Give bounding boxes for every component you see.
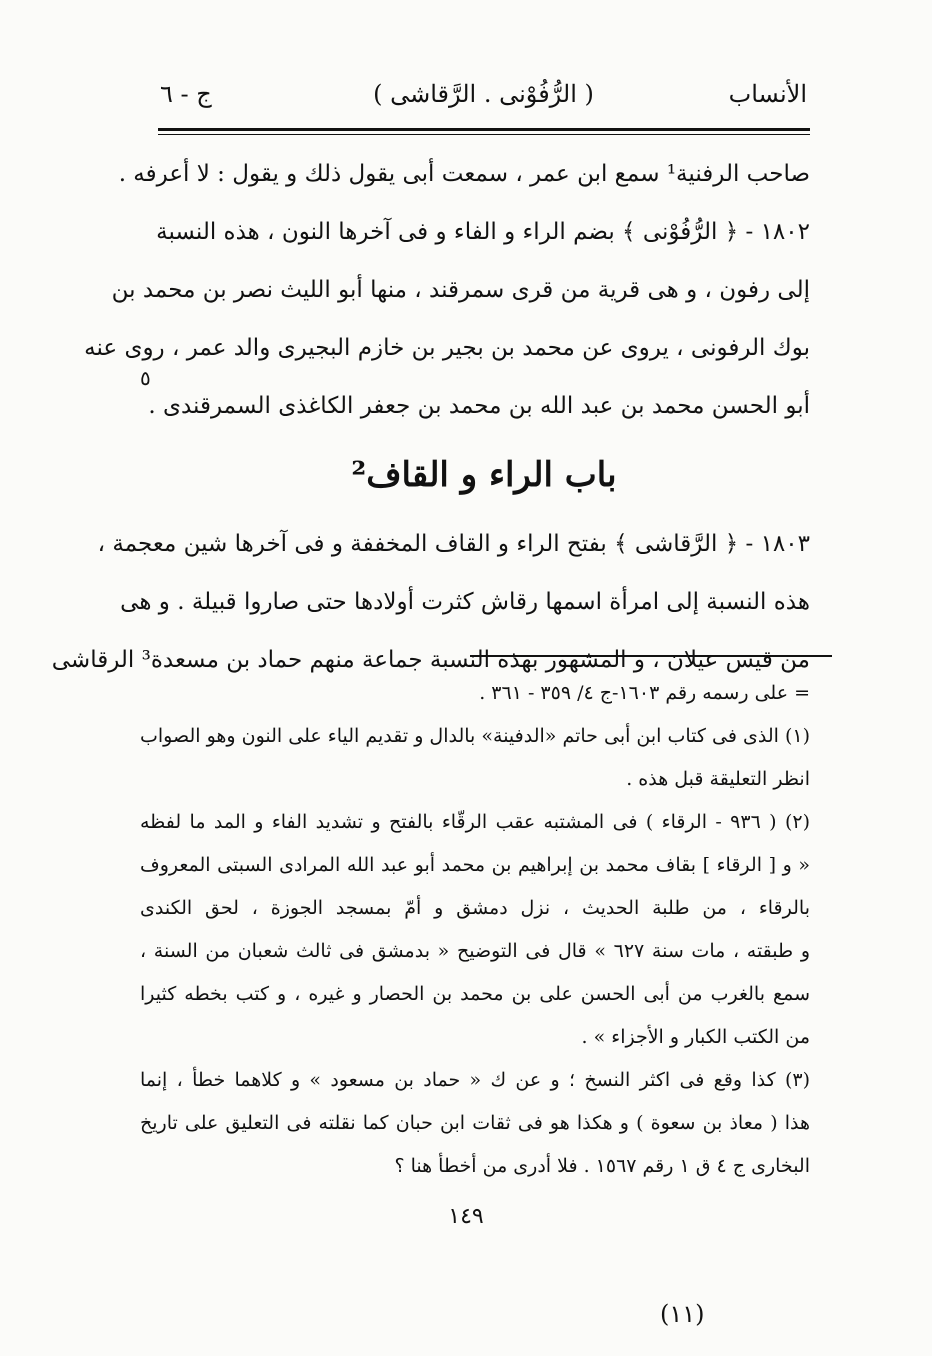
main-text (51, 145, 810, 689)
footnote-line: هذا ( معاذ بن سعوة ) و هكذا هو فى ثقات ابن حبان كما نقلته فى التعليق على تاريخ (140, 1112, 810, 1134)
header-page-topic: ( الرُّفُوْنى . الرَّقاشى ) (373, 80, 594, 108)
text-line: بوك الرفونى ، يروى عن محمد بن بجير بن خازم البجيرى والد عمر ، روى عنه (84, 335, 810, 361)
text-line: أبو الحسن محمد بن عبد الله بن محمد بن جعفر الكاغذى السمرقندى . (148, 393, 810, 419)
text-line: ١٨٠٢ - ﴿ الرُّفُوْنى ﴾ بضم الراء و الفاء و فى آخرها النون ، هذه النسبة (156, 219, 810, 245)
footnote-line: = على رسمه رقم ١٦٠٣-ج ٤/ ٣٥٩ - ٣٦١ . (479, 682, 810, 704)
page-number: ١٤٩ (448, 1204, 484, 1229)
text-line: من قيس عيلان ، و المشهور بهذه النسبة جماعة منهم حماد بن مسعدة³ الرقاشى (51, 647, 810, 673)
footnote-line: (٢) ( ٩٣٦ - الرقاء ) فى المشتبه عقب الرقّاء بالفتح و تشديد الفاء و المد ما لفظه (140, 811, 811, 833)
header-book-title: الأنساب (728, 80, 807, 108)
footnote-line: من الكتب الكبار و الأجزاء » . (581, 1026, 810, 1048)
footnotes (140, 672, 810, 1188)
header-rule-thin (158, 134, 810, 135)
footnote-line: البخارى ج ٤ ق ١ رقم ١٥٦٧ . فلا أدرى من أخطأ هنا ؟ (394, 1155, 810, 1177)
footnote-line: سمع بالغرب من أبى الحسن على بن محمد بن الحصار و غيره ، و كتب بخطه كثيرا (140, 983, 810, 1005)
footnote-line: (٣) كذا وقع فى اكثر النسخ ؛ و عن ك « حماد بن مسعود » و كلاهما خطأ ، إنما (140, 1069, 810, 1091)
footnote-rule (470, 655, 832, 657)
footnote-line: و طبقته ، مات سنة ٦٢٧ » قال فى التوضيح « بدمشق فى ثالث شعبان من السنة ، (140, 940, 811, 962)
footnote-line: بالرقاء ، من طلبة الحديث ، نزل دمشق و أمّ بمسجد الجوزة ، لحق الكندى (140, 897, 810, 919)
signature-number: (١١) (660, 1300, 705, 1328)
header-volume: ج - ٦ (160, 80, 212, 108)
running-header (160, 80, 807, 120)
line-margin-number: ٥ (140, 366, 151, 390)
header-rule (158, 128, 810, 131)
text-line: هذه النسبة إلى امرأة اسمها رقاش كثرت أولادها حتى صاروا قبيلة . و هى (120, 589, 810, 615)
text-line: ١٨٠٣ - ﴿ الرَّقاشى ﴾ بفتح الراء و القاف المخففة و فى آخرها شين معجمة ، (97, 531, 810, 557)
footnote-line: انظر التعليقة قبل هذه . (626, 768, 810, 790)
text-line: إلى رفون ، و هى قرية من قرى سمرقند ، منها أبو الليث نصر بن محمد بن (111, 277, 810, 303)
section-heading: باب الراء و القاف² (351, 455, 617, 495)
footnote-line: « و [ الرقاء ] بقاف محمد بن إبراهيم بن محمد أبو عبد الله المرادى السبتى المعروف (140, 854, 810, 876)
text-line: صاحب الرفنية¹ سمع ابن عمر ، سمعت أبى يقول ذلك و يقول : لا أعرفه . (118, 161, 810, 187)
footnote-line: (١) الذى فى كتاب ابن أبى حاتم «الدفينة» بالدال و تقديم الياء على النون وهو الصواب (140, 725, 810, 747)
